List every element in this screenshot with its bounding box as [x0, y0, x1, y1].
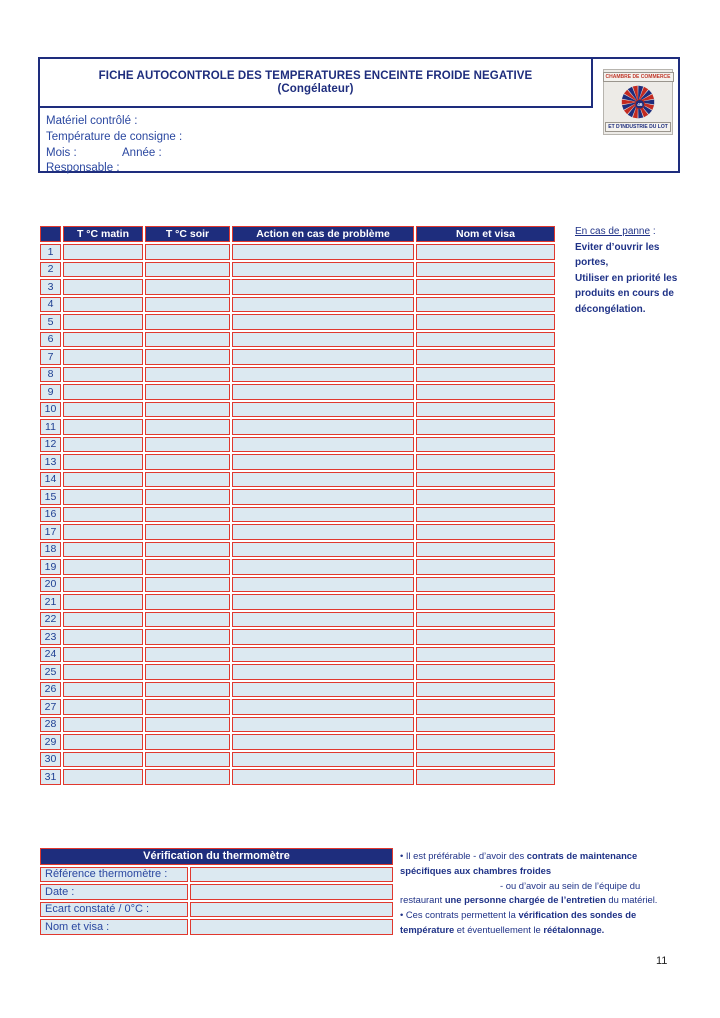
maintenance-note-line: spécifiques aux chambres froides [400, 864, 552, 876]
cell-nom-visa [416, 734, 555, 750]
day-number: 31 [40, 769, 61, 785]
table-row [40, 734, 555, 750]
cell-nom-visa [416, 524, 555, 540]
verification-value [190, 919, 393, 935]
cell-t-soir [145, 262, 230, 278]
cell-t-soir [145, 542, 230, 558]
cell-nom-visa [416, 349, 555, 365]
cell-t-matin [63, 279, 143, 295]
field-label: Température de consigne : [46, 130, 183, 143]
pinwheel-logo-icon [611, 84, 665, 120]
cell-nom-visa [416, 699, 555, 715]
cell-action [232, 419, 414, 435]
table-row [40, 664, 555, 680]
cell-action [232, 489, 414, 505]
cell-t-soir [145, 489, 230, 505]
table-row [40, 769, 555, 785]
cell-t-matin [63, 332, 143, 348]
cell-action [232, 629, 414, 645]
verification-row [40, 919, 393, 935]
cell-nom-visa [416, 367, 555, 383]
column-header: Action en cas de problème [232, 226, 414, 242]
breakdown-note-lines [575, 240, 715, 318]
breakdown-note-title: En cas de panne : [575, 226, 656, 237]
day-number: 30 [40, 752, 61, 768]
cell-action [232, 332, 414, 348]
table-row [40, 314, 555, 330]
cell-t-matin [63, 752, 143, 768]
cell-nom-visa [416, 629, 555, 645]
header-fields [40, 110, 593, 181]
maintenance-note-line: température et éventuellement le réétalonnage. [400, 923, 605, 935]
table-row [40, 437, 555, 453]
cell-t-soir [145, 559, 230, 575]
verification-label: Ecart constaté / 0°C : [40, 902, 188, 918]
cell-action [232, 752, 414, 768]
day-number: 22 [40, 612, 61, 628]
table-row [40, 559, 555, 575]
column-header: Nom et visa [416, 226, 555, 242]
day-number: 7 [40, 349, 61, 365]
field-label: Mois : [46, 146, 77, 159]
cell-nom-visa [416, 332, 555, 348]
verification-value [190, 884, 393, 900]
maintenance-note-line: restaurant une personne chargée de l’entretien du matériel. [400, 894, 658, 906]
cell-t-matin [63, 454, 143, 470]
table-row [40, 577, 555, 593]
day-number: 12 [40, 437, 61, 453]
cell-action [232, 699, 414, 715]
cell-t-soir [145, 279, 230, 295]
cell-nom-visa [416, 402, 555, 418]
cell-nom-visa [416, 489, 555, 505]
cell-nom-visa [416, 472, 555, 488]
cell-t-matin [63, 682, 143, 698]
logo-bottom-text: ET D'INDUSTRIE DU LOT [605, 122, 671, 132]
cell-t-soir [145, 332, 230, 348]
cell-nom-visa [416, 612, 555, 628]
cell-t-soir [145, 524, 230, 540]
cell-action [232, 507, 414, 523]
cell-nom-visa [416, 279, 555, 295]
cell-nom-visa [416, 717, 555, 733]
day-number: 13 [40, 454, 61, 470]
cell-t-matin [63, 524, 143, 540]
table-row [40, 612, 555, 628]
cell-t-soir [145, 419, 230, 435]
cell-nom-visa [416, 752, 555, 768]
logo-top-text: CHAMBRE DE COMMERCE [603, 72, 674, 82]
chamber-of-commerce-logo [603, 69, 673, 135]
header-field-row [46, 130, 587, 146]
cell-t-soir [145, 244, 230, 260]
cell-action [232, 349, 414, 365]
cell-nom-visa [416, 594, 555, 610]
cell-nom-visa [416, 542, 555, 558]
cell-nom-visa [416, 682, 555, 698]
table-row [40, 594, 555, 610]
day-number: 11 [40, 419, 61, 435]
cell-t-matin [63, 629, 143, 645]
day-number: 16 [40, 507, 61, 523]
table-row [40, 472, 555, 488]
cell-t-soir [145, 752, 230, 768]
day-number: 19 [40, 559, 61, 575]
breakdown-note-line: Eviter d’ouvrir les [575, 241, 660, 253]
cell-nom-visa [416, 384, 555, 400]
cell-nom-visa [416, 664, 555, 680]
main-table-body [40, 244, 555, 785]
table-row [40, 699, 555, 715]
table-row [40, 542, 555, 558]
breakdown-note-line: portes, [575, 257, 609, 268]
table-row [40, 419, 555, 435]
cell-nom-visa [416, 314, 555, 330]
cell-nom-visa [416, 577, 555, 593]
cell-t-soir [145, 664, 230, 680]
cell-t-soir [145, 349, 230, 365]
cell-t-matin [63, 647, 143, 663]
cell-nom-visa [416, 437, 555, 453]
day-number: 24 [40, 647, 61, 663]
cell-nom-visa [416, 769, 555, 785]
day-number: 3 [40, 279, 61, 295]
title-line-1: FICHE AUTOCONTROLE DES TEMPERATURES ENCEINTE FROIDE NEGATIVE [98, 70, 533, 82]
cell-action [232, 262, 414, 278]
cell-t-matin [63, 349, 143, 365]
verification-row [40, 867, 393, 883]
cell-action [232, 384, 414, 400]
cell-t-matin [63, 507, 143, 523]
verification-label: Référence thermomètre : [40, 867, 188, 883]
maintenance-note [400, 849, 714, 938]
cell-t-matin [63, 402, 143, 418]
cell-action [232, 612, 414, 628]
cell-action [232, 542, 414, 558]
main-table-header-row [40, 226, 555, 242]
cell-action [232, 472, 414, 488]
cell-t-matin [63, 734, 143, 750]
cell-action [232, 769, 414, 785]
document-title [40, 59, 593, 108]
page-number: 11 [656, 955, 668, 967]
table-row [40, 752, 555, 768]
header-box [38, 57, 680, 173]
cell-action [232, 647, 414, 663]
maintenance-note-line: - ou d’avoir au sein de l’équipe du [500, 879, 641, 891]
cell-action [232, 402, 414, 418]
cell-t-matin [63, 542, 143, 558]
cell-t-soir [145, 769, 230, 785]
verification-label: Date : [40, 884, 188, 900]
table-row [40, 454, 555, 470]
cell-t-matin [63, 437, 143, 453]
verification-row [40, 884, 393, 900]
table-row [40, 349, 555, 365]
cell-action [232, 437, 414, 453]
cell-t-matin [63, 559, 143, 575]
cell-t-matin [63, 419, 143, 435]
day-number: 17 [40, 524, 61, 540]
cell-t-matin [63, 297, 143, 313]
maintenance-note-line: • Ces contrats permettent la vérification des sondes de [400, 909, 637, 921]
table-row [40, 297, 555, 313]
verification-value [190, 902, 393, 918]
cell-action [232, 559, 414, 575]
breakdown-note [575, 224, 715, 317]
verification-table-title: Vérification du thermomètre [40, 848, 393, 865]
cell-t-soir [145, 507, 230, 523]
table-row [40, 279, 555, 295]
breakdown-note-line: produits en cours de [575, 288, 674, 299]
cell-action [232, 577, 414, 593]
cell-t-soir [145, 717, 230, 733]
cell-action [232, 454, 414, 470]
cell-t-matin [63, 489, 143, 505]
cell-nom-visa [416, 297, 555, 313]
cell-t-matin [63, 699, 143, 715]
cell-action [232, 244, 414, 260]
cell-t-soir [145, 384, 230, 400]
maintenance-note-line: • Il est préférable - d’avoir des contrats de maintenance [400, 850, 638, 861]
cell-t-matin [63, 577, 143, 593]
cell-t-matin [63, 769, 143, 785]
table-row [40, 489, 555, 505]
cell-t-soir [145, 472, 230, 488]
cell-nom-visa [416, 507, 555, 523]
table-row [40, 647, 555, 663]
day-number: 26 [40, 682, 61, 698]
table-row [40, 717, 555, 733]
cell-t-matin [63, 717, 143, 733]
cell-t-soir [145, 699, 230, 715]
cell-t-soir [145, 629, 230, 645]
day-number: 28 [40, 717, 61, 733]
logo-area [595, 59, 678, 171]
table-row [40, 682, 555, 698]
cell-nom-visa [416, 454, 555, 470]
title-line-2: (Congélateur) [277, 83, 354, 95]
cell-action [232, 664, 414, 680]
day-number: 23 [40, 629, 61, 645]
table-row [40, 367, 555, 383]
header-field-row [46, 146, 587, 162]
temperature-record-table [38, 224, 557, 787]
cell-t-matin [63, 612, 143, 628]
table-row [40, 244, 555, 260]
column-header: T °C soir [145, 226, 230, 242]
breakdown-note-line: décongélation. [575, 303, 646, 315]
cell-t-soir [145, 367, 230, 383]
cell-t-soir [145, 402, 230, 418]
cell-nom-visa [416, 647, 555, 663]
cell-nom-visa [416, 559, 555, 575]
day-number: 18 [40, 542, 61, 558]
cell-t-matin [63, 314, 143, 330]
cell-t-soir [145, 734, 230, 750]
table-row [40, 332, 555, 348]
cell-t-soir [145, 594, 230, 610]
table-row [40, 524, 555, 540]
verification-value [190, 867, 393, 883]
table-row [40, 507, 555, 523]
table-row [40, 262, 555, 278]
day-number: 25 [40, 664, 61, 680]
day-number: 5 [40, 314, 61, 330]
field-label: Matériel contrôlé : [46, 115, 138, 127]
cell-t-matin [63, 384, 143, 400]
cell-t-soir [145, 314, 230, 330]
header-field-row [46, 114, 587, 130]
field-label: Année : [122, 146, 162, 159]
cell-action [232, 367, 414, 383]
cell-nom-visa [416, 419, 555, 435]
cell-t-matin [63, 594, 143, 610]
breakdown-note-line: Utiliser en priorité les [575, 272, 678, 284]
cell-t-soir [145, 454, 230, 470]
cell-nom-visa [416, 262, 555, 278]
day-number: 20 [40, 577, 61, 593]
day-number: 27 [40, 699, 61, 715]
cell-action [232, 297, 414, 313]
verification-row [40, 902, 393, 918]
cell-t-matin [63, 472, 143, 488]
cell-t-soir [145, 682, 230, 698]
column-header [40, 226, 61, 242]
logo-number: 46 [637, 103, 643, 109]
cell-t-matin [63, 664, 143, 680]
day-number: 21 [40, 594, 61, 610]
day-number: 4 [40, 297, 61, 313]
verification-table-body [40, 867, 393, 935]
cell-action [232, 594, 414, 610]
day-number: 9 [40, 384, 61, 400]
cell-t-matin [63, 367, 143, 383]
day-number: 15 [40, 489, 61, 505]
verification-label: Nom et visa : [40, 919, 188, 935]
cell-action [232, 734, 414, 750]
cell-t-soir [145, 612, 230, 628]
column-header: T °C matin [63, 226, 143, 242]
table-row [40, 384, 555, 400]
field-label: Responsable : [46, 162, 120, 175]
cell-action [232, 524, 414, 540]
cell-action [232, 279, 414, 295]
cell-t-soir [145, 297, 230, 313]
day-number: 8 [40, 367, 61, 383]
cell-t-matin [63, 244, 143, 260]
header-field-row [46, 161, 587, 177]
cell-action [232, 314, 414, 330]
day-number: 6 [40, 332, 61, 348]
day-number: 14 [40, 472, 61, 488]
cell-t-soir [145, 437, 230, 453]
cell-action [232, 717, 414, 733]
cell-action [232, 682, 414, 698]
cell-t-soir [145, 577, 230, 593]
day-number: 1 [40, 244, 61, 260]
cell-t-matin [63, 262, 143, 278]
cell-nom-visa [416, 244, 555, 260]
day-number: 10 [40, 402, 61, 418]
thermometer-verification-table [38, 846, 395, 937]
table-row [40, 402, 555, 418]
cell-t-soir [145, 647, 230, 663]
day-number: 2 [40, 262, 61, 278]
day-number: 29 [40, 734, 61, 750]
table-row [40, 629, 555, 645]
